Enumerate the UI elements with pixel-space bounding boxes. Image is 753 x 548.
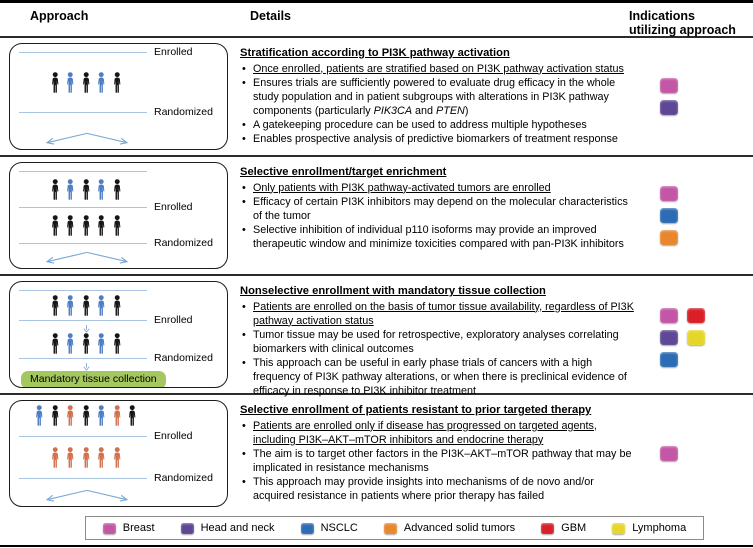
col-header-indications — [624, 9, 753, 38]
approach-cell — [0, 38, 232, 155]
patient-row — [19, 333, 218, 354]
mandatory-tissue-collection-box: Mandatory tissue collection — [21, 371, 166, 388]
diagram-timeline — [19, 203, 218, 212]
legend-band — [0, 511, 753, 545]
approach-diagram — [9, 400, 228, 507]
details-title: Selective enrollment/target enrichment — [240, 166, 447, 178]
bullet-text-segment: Once enrolled, patients are stratified based on PI3K pathway activation status — [253, 62, 624, 75]
bullet-marker: • — [242, 475, 246, 488]
indication-column — [660, 308, 678, 367]
details-cell — [232, 276, 644, 400]
person-icon — [50, 405, 62, 426]
randomization-arrows — [19, 251, 218, 264]
detail-bullet — [240, 419, 634, 447]
col-header-indications-line1: Indications — [629, 9, 695, 23]
bullet-text-segment: This approach can be useful in early phase trials of cancers with a high frequency of PI3K pathway alterations, or when there is preclinical evidence of efficacy in response to PI3K inhibitor treatment — [253, 356, 627, 397]
legend-label-gbm: GBM — [561, 522, 587, 534]
indications-cell — [644, 157, 753, 274]
enrolled-label: Enrolled — [154, 314, 193, 327]
approach-cell — [0, 157, 232, 274]
enrolled-label: Enrolled — [154, 430, 193, 443]
indication-swatch-headneck — [660, 100, 678, 115]
bullet-text-segment: and — [412, 104, 437, 117]
bullet-text — [253, 475, 634, 503]
person-icon — [112, 179, 124, 200]
details-cell — [232, 395, 644, 511]
patient-row — [19, 447, 218, 468]
randomization-arrows — [19, 489, 218, 502]
split-arrow-icon — [31, 132, 143, 145]
down-arrow-icon — [82, 363, 91, 371]
detail-bullet — [240, 223, 634, 251]
bullet-marker: • — [242, 195, 246, 208]
approach-diagram — [9, 162, 228, 269]
indication-swatch-breast — [660, 186, 678, 201]
legend-swatch-lymphoma — [612, 523, 625, 534]
person-icon — [65, 295, 77, 316]
bullet-text — [253, 300, 634, 328]
person-icon — [96, 405, 108, 426]
bullet-text-segment: Enables prospective analysis of predictive biomarkers of treatment response — [253, 132, 618, 145]
bullet-text-segment: The aim is to target other factors in the PI3K–AKT–mTOR pathway that may be implicated in resistance mechanisms — [253, 447, 632, 474]
details-title: Nonselective enrollment with mandatory tissue collection — [240, 285, 546, 297]
legend-box — [85, 516, 704, 540]
randomized-label: Randomized — [154, 472, 213, 485]
bullet-text — [253, 195, 634, 223]
detail-bullet — [240, 76, 634, 118]
person-icon — [112, 447, 124, 468]
diagram-timeline — [19, 48, 218, 57]
legend-label-lymphoma: Lymphoma — [632, 522, 687, 534]
person-icon — [65, 215, 77, 236]
enrolled-label: Enrolled — [154, 46, 193, 59]
bullet-text-segment: This approach may provide insights into mechanisms of de novo and/or acquired resistance in patients where prior therapy has failed — [253, 475, 594, 502]
person-icon — [50, 179, 62, 200]
approach-row-nonselective-enrollment — [0, 276, 753, 395]
person-icon — [50, 295, 62, 316]
legend-label-ast: Advanced solid tumors — [403, 522, 516, 534]
bullet-marker: • — [242, 76, 246, 89]
person-icon — [81, 179, 93, 200]
indication-swatch-gbm — [687, 308, 705, 323]
indication-swatch-headneck — [660, 330, 678, 345]
bottom-rule — [0, 545, 753, 547]
timeline-rule — [19, 320, 147, 322]
indication-column — [660, 446, 678, 461]
legend-swatch-nsclc — [301, 523, 314, 534]
indication-swatches — [660, 308, 705, 367]
details-cell — [232, 38, 644, 155]
patient-row — [19, 72, 218, 93]
bullet-text — [253, 181, 634, 195]
person-icon — [34, 405, 46, 426]
indication-column — [660, 186, 678, 245]
diagram-timeline — [19, 167, 218, 176]
randomized-label: Randomized — [154, 237, 213, 250]
indication-swatch-ast — [660, 230, 678, 245]
detail-bullet — [240, 447, 634, 475]
indication-swatch-breast — [660, 78, 678, 93]
approach-row-resistant-patients — [0, 395, 753, 511]
approach-diagram — [9, 43, 228, 150]
bullet-marker: • — [242, 223, 246, 236]
legend-label-nsclc: NSCLC — [320, 522, 358, 534]
legend-item-ast — [384, 522, 515, 534]
down-arrow-icon — [82, 325, 91, 333]
bullet-text — [253, 223, 634, 251]
bullet-text-segment: PTEN — [436, 104, 465, 117]
legend-label-breast: Breast — [122, 522, 155, 534]
person-icon — [65, 405, 77, 426]
diagram-timeline — [19, 354, 218, 363]
legend-swatch-headneck — [181, 523, 194, 534]
bullet-text — [253, 62, 634, 76]
person-icon — [65, 447, 77, 468]
timeline-rule — [19, 112, 147, 114]
legend-item-nsclc — [301, 522, 358, 534]
person-icon — [81, 215, 93, 236]
indication-column — [687, 308, 705, 345]
person-icon — [50, 215, 62, 236]
bullet-text — [253, 447, 634, 475]
indication-swatch-nsclc — [660, 352, 678, 367]
person-icon — [127, 405, 139, 426]
legend-swatch-gbm — [541, 523, 554, 534]
split-arrow-icon — [31, 251, 143, 264]
indication-swatch-lymphoma — [687, 330, 705, 345]
bullet-text-segment: A gatekeeping procedure can be used to address multiple hypotheses — [253, 118, 587, 131]
patient-row — [19, 215, 218, 236]
indication-swatches — [660, 186, 678, 245]
indication-swatches — [660, 446, 678, 461]
indications-cell — [644, 38, 753, 155]
person-icon — [112, 405, 124, 426]
person-icon — [81, 333, 93, 354]
legend-item-headneck — [181, 522, 275, 534]
person-icon — [50, 72, 62, 93]
bullet-marker: • — [242, 62, 246, 75]
indications-cell — [644, 276, 753, 400]
timeline-rule — [19, 207, 147, 209]
person-icon — [50, 333, 62, 354]
bullet-marker: • — [242, 447, 246, 460]
approach-diagram — [9, 281, 228, 388]
bullet-marker: • — [242, 419, 246, 432]
bullet-marker: • — [242, 356, 246, 369]
person-icon — [96, 333, 108, 354]
detail-bullet — [240, 195, 634, 223]
indication-swatches — [660, 78, 678, 115]
approach-row-selective-enrollment — [0, 157, 753, 276]
diagram-timeline — [19, 239, 218, 248]
detail-bullet — [240, 356, 634, 398]
bullet-marker: • — [242, 132, 246, 145]
person-icon — [81, 405, 93, 426]
person-icon — [96, 295, 108, 316]
detail-bullet — [240, 62, 634, 76]
bullet-text — [253, 118, 634, 132]
bullet-text-segment: PIK3CA — [373, 104, 413, 117]
randomization-arrows — [19, 132, 218, 145]
column-headers — [0, 3, 753, 38]
patient-row — [19, 295, 218, 316]
person-icon — [112, 295, 124, 316]
legend-item-lymphoma — [612, 522, 686, 534]
bullet-text — [253, 76, 634, 118]
timeline-rule — [19, 171, 147, 173]
person-icon — [96, 215, 108, 236]
diagram-timeline — [19, 286, 218, 295]
bullet-marker: • — [242, 118, 246, 131]
bullet-text-segment: Selective inhibition of individual p110 isoforms may provide an improved therapeutic window and minimize toxicities compared with pan-PI3K inhibitors — [253, 223, 624, 250]
details-title: Selective enrollment of patients resistant to prior targeted therapy — [240, 404, 592, 416]
bullet-text — [253, 132, 634, 146]
legend-swatch-ast — [384, 523, 397, 534]
timeline-rule — [19, 478, 147, 480]
bullet-text — [253, 419, 634, 447]
approach-cell — [0, 276, 232, 400]
bullet-text-segment: Patients are enrolled only if disease has progressed on targeted agents, including PI3K–AKT–mTOR inhibitors and endocrine therapy — [253, 419, 597, 446]
person-icon — [96, 72, 108, 93]
person-icon — [81, 72, 93, 93]
legend-item-breast — [103, 522, 155, 534]
person-icon — [112, 72, 124, 93]
col-header-indications-line2: utilizing approach — [629, 23, 736, 38]
diagram-timeline — [19, 474, 218, 483]
timeline-rule — [19, 52, 147, 54]
bullet-marker: • — [242, 328, 246, 341]
col-header-details: Details — [250, 9, 291, 23]
detail-bullet — [240, 181, 634, 195]
diagram-timeline — [19, 316, 218, 325]
timeline-rule — [19, 358, 147, 360]
detail-bullet — [240, 300, 634, 328]
person-icon — [81, 295, 93, 316]
bullet-text-segment: Patients are enrolled on the basis of tumor tissue availability, regardless of PI3K pathway activation status — [253, 300, 634, 327]
bullet-text — [253, 356, 634, 398]
person-icon — [65, 179, 77, 200]
split-arrow-icon — [31, 489, 143, 502]
indication-swatch-breast — [660, 446, 678, 461]
person-icon — [65, 72, 77, 93]
person-icon — [96, 179, 108, 200]
details-cell — [232, 157, 644, 274]
bullet-marker: • — [242, 181, 246, 194]
bullet-text — [253, 328, 634, 356]
diagram-timeline — [19, 108, 218, 117]
legend-label-headneck: Head and neck — [200, 522, 275, 534]
col-header-approach: Approach — [30, 9, 89, 23]
legend-swatch-breast — [103, 523, 116, 534]
timeline-rule — [19, 290, 147, 292]
person-icon — [96, 447, 108, 468]
indications-cell — [644, 395, 753, 511]
timeline-rule — [19, 436, 147, 438]
approach-cell — [0, 395, 232, 511]
approach-row-stratification — [0, 38, 753, 157]
detail-bullet — [240, 132, 634, 146]
person-icon — [112, 333, 124, 354]
bullet-text-segment: Efficacy of certain PI3K inhibitors may depend on the molecular characteristics of the tumor — [253, 195, 628, 222]
legend-item-gbm — [541, 522, 586, 534]
randomized-label: Randomized — [154, 106, 213, 119]
enrolled-label: Enrolled — [154, 201, 193, 214]
person-icon — [50, 447, 62, 468]
timeline-rule — [19, 243, 147, 245]
bullet-text-segment: ) — [464, 104, 469, 117]
down-arrow — [19, 363, 218, 371]
person-icon — [81, 447, 93, 468]
rows-container — [0, 38, 753, 511]
down-arrow — [19, 325, 218, 333]
detail-bullet — [240, 118, 634, 132]
indication-swatch-nsclc — [660, 208, 678, 223]
randomized-label: Randomized — [154, 352, 213, 365]
detail-bullet — [240, 328, 634, 356]
patient-row — [19, 179, 218, 200]
bullet-text-segment: Only patients with PI3K pathway-activated tumors are enrolled — [253, 181, 551, 194]
person-icon — [65, 333, 77, 354]
bullet-text-segment: Ensures trials are sufficiently powered to evaluate drug efficacy in the whole study population and in patient subgroups with alterations in PI3K pathway components (particularly — [253, 76, 616, 117]
details-title: Stratification according to PI3K pathway activation — [240, 47, 510, 59]
bullet-marker: • — [242, 300, 246, 313]
detail-bullet — [240, 475, 634, 503]
indication-column — [660, 78, 678, 115]
diagram-timeline — [19, 432, 218, 441]
indication-swatch-breast — [660, 308, 678, 323]
patient-row — [19, 405, 218, 426]
person-icon — [112, 215, 124, 236]
bullet-text-segment: Tumor tissue may be used for retrospective, exploratory analyses correlating biomarkers with clinical outcomes — [253, 328, 619, 355]
